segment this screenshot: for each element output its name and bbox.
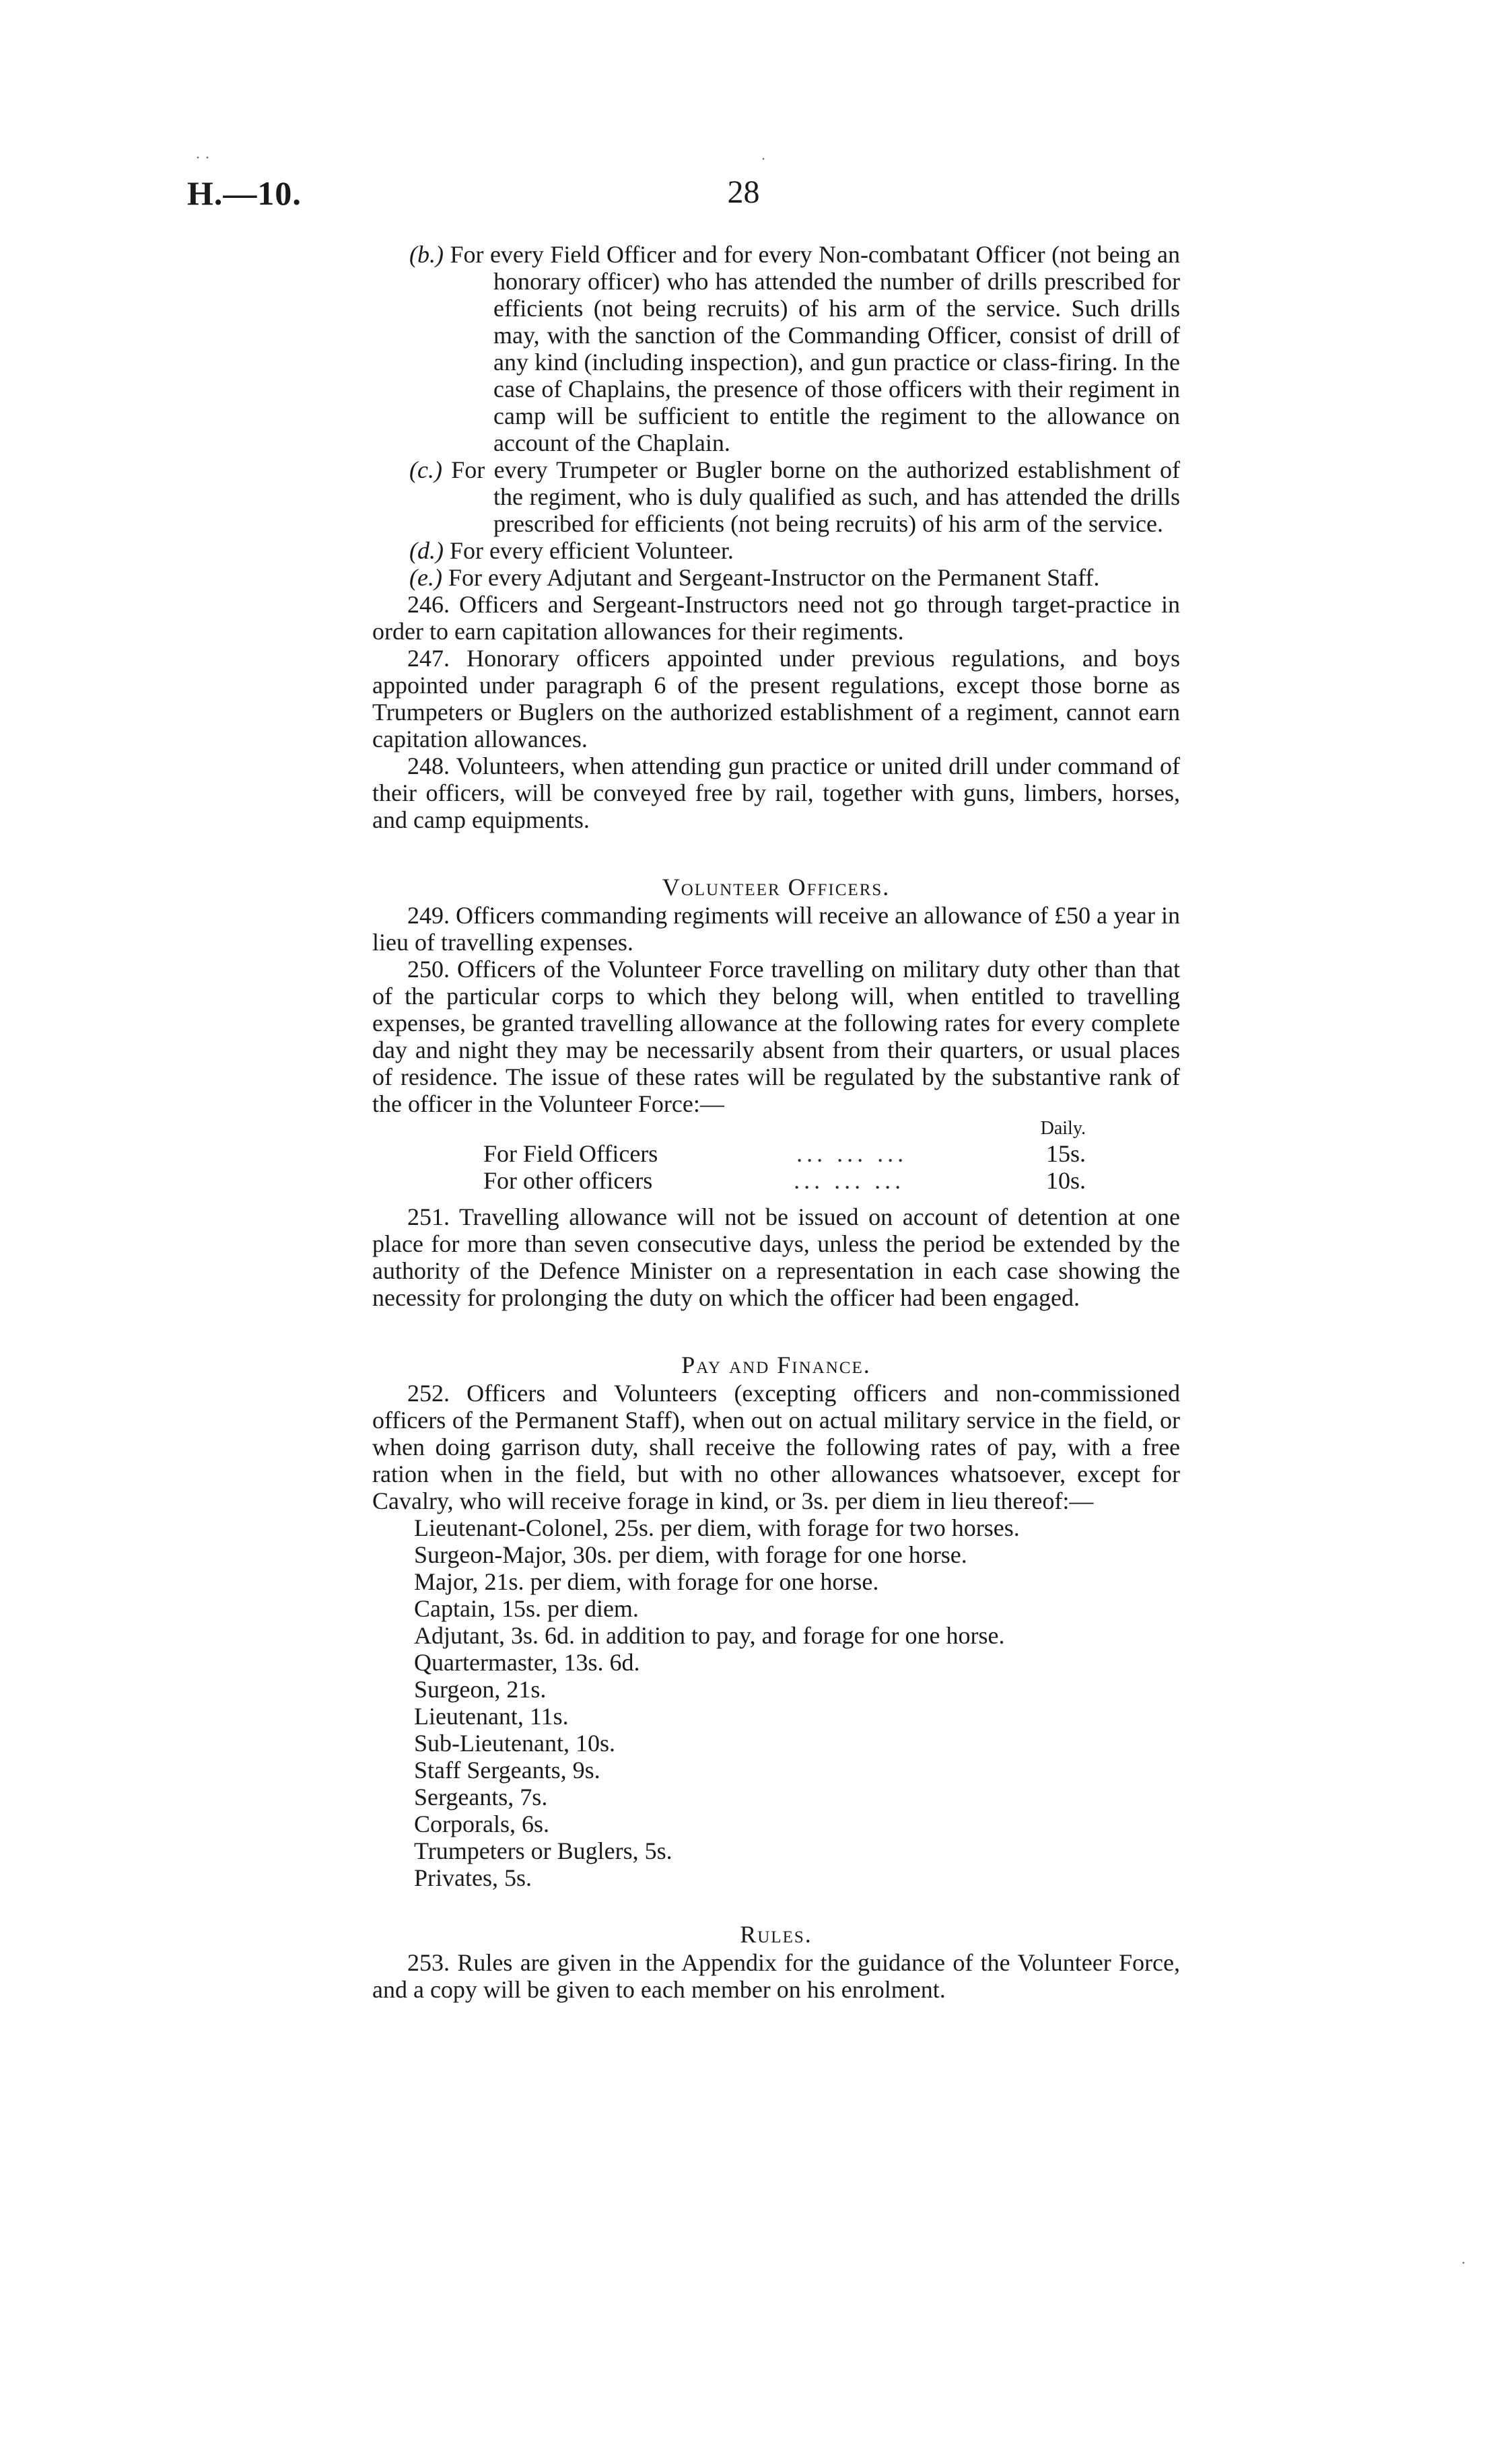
table-row [483, 1140, 1086, 1167]
rate-amount: 15s. [1045, 1140, 1086, 1167]
list-item: Lieutenant-Colonel, 25s. per diem, with forage for two horses. [414, 1514, 1020, 1541]
list-item: Privates, 5s. [414, 1864, 532, 1891]
item-text: For every Field Officer and for every Non-combatant Officer (not being an honorary officer) who has attended the number of drills prescribed for efficients (not being recruits) of his arm of the service. Such drills may, with the sanction of the Commanding Officer, consist of drill of any kind (including inspection), and gun practice or class-firing. In the case of Chaplains, the presence of those officers with their regiment in camp will be sufficient to entitle the regiment to the allowance on account of the Chaplain. [450, 241, 1181, 456]
list-item: Staff Sergeants, 9s. [414, 1757, 600, 1784]
heading-volunteer-officers: Volunteer Officers. [662, 874, 891, 901]
paragraph-247: 247. Honorary officers appointed under previous regulations, and boys appointed under paragraph 6 of the present regulations, except those borne as Trumpeters or Buglers on the authorized establishment of a regiment, cannot earn capitation allowances. [372, 645, 1180, 752]
paragraph-253: 253. Rules are given in the Appendix for the guidance of the Volunteer Force, and a copy will be given to each member on his enrolment. [372, 1949, 1180, 2003]
pay-rates-list [414, 1514, 1180, 1891]
list-item [409, 456, 1180, 537]
heading-pay-and-finance: Pay and Finance. [681, 1351, 871, 1378]
rate-amount: 10s. [1045, 1167, 1086, 1194]
list-item: Corporals, 6s. [414, 1810, 549, 1837]
list-item: Trumpeters or Buglers, 5s. [414, 1837, 672, 1864]
paragraph-250: 250. Officers of the Volunteer Force travelling on military duty other than that of the particular corps to which they belong will, when entitled to travelling expenses, be granted travelling allowance at the following rates for every complete day and night they may be necessarily absent from their quarters, or usual places of residence. The issue of these rates will be regulated by the substantive rank of the officer in the Volunteer Force:— [372, 956, 1180, 1117]
paragraph-251: 251. Travelling allowance will not be issued on account of detention at one place for more than seven consecutive days, unless the period be extended by the authority of the Defence Minister on a representation in each case showing the necessity for prolonging the duty on which the officer had been engaged. [372, 1203, 1180, 1311]
list-item: Surgeon, 21s. [414, 1676, 547, 1703]
paragraph-252: 252. Officers and Volunteers (excepting officers and non-commissioned officers of the Permanent Staff), when out on actual military service in the field, or when doing garrison duty, shall receive the following rates of pay, with a free ration when in the field, but with no other allowances whatsoever, except for Cavalry, who will receive forage in kind, or 3s. per diem in lieu thereof:— [372, 1380, 1180, 1514]
page-number: 28 [727, 174, 760, 210]
leader-dots: ... ... ... [794, 1167, 905, 1194]
list-item: Major, 21s. per diem, with forage for one horse. [414, 1568, 879, 1595]
item-text: For every Trumpeter or Bugler borne on the authorized establishment of the regiment, who is duly qualified as such, and has attended the drills prescribed for efficients (not being recruits) of his arm of the service. [451, 456, 1180, 537]
list-item: Sub-Lieutenant, 10s. [414, 1730, 615, 1757]
margin-speck: · [1461, 2255, 1466, 2272]
list-item: Surgeon-Major, 30s. per diem, with forage for one horse. [414, 1541, 967, 1568]
list-item [409, 537, 1180, 564]
list-item [409, 564, 1180, 591]
rate-rank: For Field Officers [483, 1140, 658, 1167]
rates-column-header: Daily. [1040, 1118, 1086, 1139]
rate-rank: For other officers [483, 1167, 653, 1194]
item-label: (d.) [409, 537, 444, 564]
leader-dots: ... ... ... [796, 1140, 908, 1167]
document-code: H.—10. [187, 174, 302, 212]
list-item: Quartermaster, 13s. 6d. [414, 1649, 640, 1676]
margin-speck: · · [195, 149, 210, 167]
table-row [483, 1167, 1086, 1194]
margin-speck: · [761, 151, 766, 168]
paragraph-246: 246. Officers and Sergeant-Instructors need not go through target-practice in order to earn capitation allowances for their regiments. [372, 591, 1180, 645]
list-item [409, 241, 1181, 456]
travelling-rates-table [483, 1117, 1086, 1194]
item-text: For every Adjutant and Sergeant-Instructor on the Permanent Staff. [448, 564, 1100, 591]
spacer [372, 1194, 1180, 1203]
item-label: (b.) [409, 241, 444, 268]
list-item: Lieutenant, 11s. [414, 1703, 569, 1730]
item-text: For every efficient Volunteer. [449, 537, 734, 564]
paragraph-249: 249. Officers commanding regiments will receive an allowance of £50 a year in lieu of travelling expenses. [372, 902, 1180, 956]
list-item: Captain, 15s. per diem. [414, 1595, 639, 1622]
paragraph-248: 248. Volunteers, when attending gun practice or united drill under command of their officers, will be conveyed free by rail, together with guns, limbers, horses, and camp equipments. [372, 752, 1180, 833]
item-label: (e.) [409, 564, 442, 591]
heading-rules: Rules. [740, 1921, 812, 1948]
list-item: Sergeants, 7s. [414, 1784, 548, 1810]
list-item: Adjutant, 3s. 6d. in addition to pay, and forage for one horse. [414, 1622, 1005, 1649]
page-body [372, 241, 1180, 2003]
item-label: (c.) [409, 456, 442, 483]
